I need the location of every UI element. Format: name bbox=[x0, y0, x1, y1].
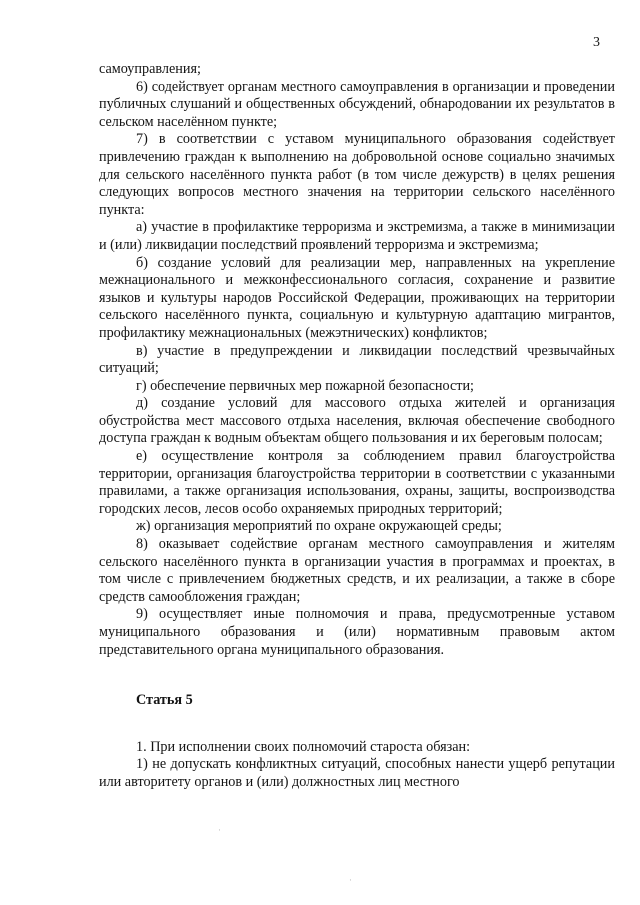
paragraph: 1) не допускать конфликтных ситуаций, способных нанести ущерб репутации или авторитету органов и (или) должностных лиц местного bbox=[99, 756, 615, 790]
paragraph: в) участие в предупреждении и ликвидации последствий чрезвычайных ситуаций; bbox=[99, 342, 615, 377]
article-5-body bbox=[99, 739, 615, 792]
paragraph: ж) организация мероприятий по охране окружающей среды; bbox=[136, 518, 502, 535]
paragraph: 9) осуществляет иные полномочия и права, предусмотренные уставом муниципального образования и (или) нормативным правовым актом представительного органа муниципального образования. bbox=[99, 606, 615, 658]
paragraph: б) создание условий для реализации мер, направленных на укрепление межнационального и межконфессионального согласия, сохранение и развитие языков и культуры народов Российской Федерации, проживающих на территории сельского населённого пункта, социальную и культурную адаптацию мигрантов, профилактику межнациональных (межэтнических) конфликтов; bbox=[99, 254, 615, 341]
paragraph: а) участие в профилактике терроризма и экстремизма, а также в минимизации и (или) ликвидации последствий проявлений терроризма и экстремизма; bbox=[99, 219, 615, 253]
paragraph: 1. При исполнении своих полномочий староста обязан: bbox=[136, 738, 471, 755]
paragraph: д) создание условий для массового отдыха жителей и организация обустройства мест массового отдыха населения, включая обеспечение свободного доступа граждан к водным объектам общего пользования и их береговым полосам; bbox=[99, 395, 615, 447]
paragraph: г) обеспечение первичных мер пожарной безопасности; bbox=[136, 377, 474, 394]
scan-speck: · bbox=[218, 825, 221, 835]
paragraph: 8) оказывает содействие органам местного самоуправления и жителям сельского населённого пункта в организации участия в программах и проектах, в том числе с привлечением бюджетных средств, и их реализации, а также в сборе средств самообложения граждан; bbox=[99, 536, 615, 605]
paragraph: е) осуществление контроля за соблюдением правил благоустройства территории, организация благоустройства территории в соответствии с указанными правилами, а также организация использования, охраны, защиты, воспроизводства городских лесов, лесов особо охраняемых природных территорий; bbox=[99, 448, 615, 517]
paragraph: самоуправления; bbox=[99, 61, 201, 77]
paragraph: 6) содействует органам местного самоуправления в организации и проведении публичных слушаний и общественных обсуждений, обнародовании их результатов в сельском населённом пункте; bbox=[99, 78, 615, 130]
document-body bbox=[99, 61, 615, 792]
article-4-continuation bbox=[99, 61, 615, 659]
section-heading: Статья 5 bbox=[136, 692, 193, 709]
paragraph: 7) в соответствии с уставом муниципального образования содействует привлечению граждан к выполнению на добровольной основе социально значимых для сельского населённого пункта работ (в том числе дежурств) в целях решения следующих вопросов местного значения на территории сельского населённого пункта: bbox=[99, 131, 615, 218]
scan-speck: · bbox=[349, 875, 352, 885]
page-number: 3 bbox=[593, 35, 600, 50]
